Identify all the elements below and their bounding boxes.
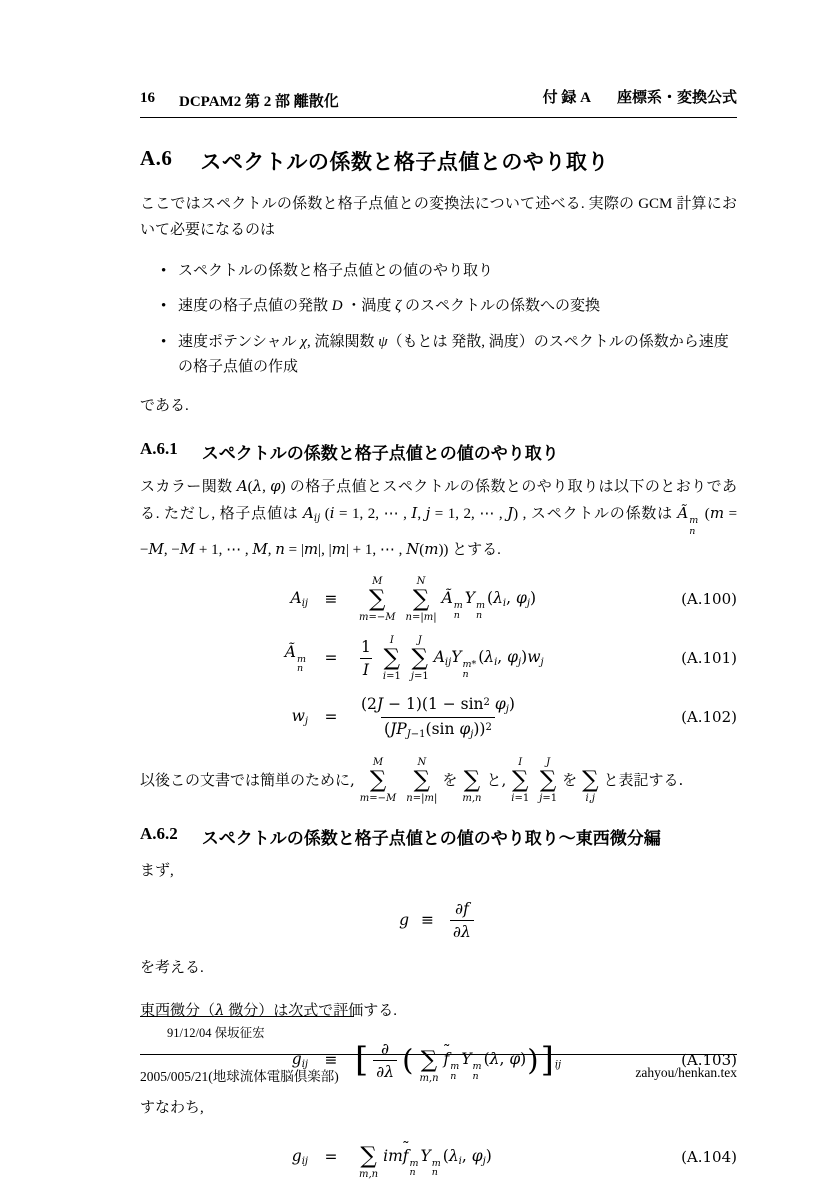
- subsection-heading-a61: [140, 439, 737, 464]
- header-appendix-label: 付 録 A: [542, 90, 591, 106]
- paragraph-intro: ここではスペクトルの係数と格子点値との変換法について述べる. 実際の GCM 計算において必要になるのは: [140, 196, 737, 238]
- paragraph-sunawachi: すなわち,: [140, 1099, 204, 1116]
- paragraph-notation: 以後この文書では簡単のために, M ∑ m=−M N ∑ n=|m| を ∑ m,n と, I ∑ i=1 J ∑ j=1 を ∑ i,j と表記する.: [140, 756, 684, 804]
- page-number: 16: [140, 90, 155, 106]
- footnote-text: 91/12/04 保坂征宏: [167, 1026, 265, 1040]
- equation-lhs: $g_{ij}$: [291, 1146, 308, 1167]
- footer-left-text: 2005/005/21(地球流体電脳倶楽部): [140, 1069, 339, 1084]
- list-item: [178, 330, 737, 381]
- equation-relation: =: [324, 649, 338, 668]
- subsection-title: スペクトルの係数と格子点値との値のやり取り: [201, 444, 559, 464]
- header-left: [140, 90, 339, 111]
- paragraph-a61: スカラー関数 A(λ, φ) の格子点値とスペクトルの係数とのやり取りは以下のとおりである. ただし, 格子点値は $A_{ij}$ (i = 1, 2, ⋯ , I, j = 1, 2, ⋯ , J) , スペクトルの係数は Ã m n (m = −M, −M + 1, ⋯ , M, n = |m|, |m| + 1, ⋯ , N(m)) とする.: [140, 477, 738, 559]
- equation-lhs: $A_{ij}$: [290, 589, 308, 610]
- equation-relation: ≡: [421, 911, 435, 930]
- equation-g: [140, 899, 737, 942]
- bullet-list: [140, 259, 737, 381]
- equation-relation: =: [324, 1147, 338, 1166]
- footnote-rule: [140, 1016, 354, 1017]
- list-item: [178, 294, 737, 320]
- equation-lhs: Ã m n: [284, 642, 306, 675]
- bullet-icon: [161, 259, 166, 285]
- equation-rhs: $\frac{(2J - 1)(1 - \sin^2 \varphi_j)}{(JP_{J-1}(\sin \varphi_j))^2}$: [361, 694, 515, 740]
- bullet-icon: [161, 330, 166, 356]
- header-left-title: DCPAM2 第 2 部 離散化: [179, 94, 339, 110]
- equation-rhs: $\frac{1}{I}$ I ∑ i=1 J ∑ j=1 $A_{ij}Y$ m* n ($\lambda_i$, $\varphi_j)w_j$: [361, 634, 544, 682]
- equation-relation: ≡: [324, 590, 338, 609]
- paragraph-kangaeru: を考える.: [140, 960, 204, 977]
- equation-a102: [140, 694, 737, 741]
- section-title: スペクトルの係数と格子点値とのやり取り: [200, 150, 609, 174]
- equation-number: (A.101): [681, 649, 737, 668]
- equation-a101: [140, 635, 737, 682]
- equation-rhs: ∑ m,n imf ˜ m n Y m n ($\lambda_i$, $\varphi_j$): [354, 1133, 737, 1180]
- equation-relation: ≡: [324, 1051, 338, 1070]
- equation-rhs: [ $\frac{\partial}{\partial\lambda}$ ( ∑ m,n f ˜ m n Y m n (λ, $\varphi))]_{ij}$: [354, 1037, 737, 1084]
- equation-number: (A.102): [681, 708, 737, 727]
- equation-relation: =: [324, 708, 338, 727]
- list-item-text: 速度の格子点値の発散 D ・渦度 ζ のスペクトルの係数への変換: [178, 298, 600, 315]
- section-heading-a6: [140, 146, 737, 176]
- header-right: [543, 86, 737, 107]
- subsection-title: スペクトルの係数と格子点値との値のやり取り～東西微分編: [201, 828, 661, 848]
- subsection-number: A.6.1: [140, 439, 178, 459]
- footnote: [140, 1016, 500, 1041]
- paragraph-mazu: まず,: [140, 862, 174, 879]
- footer-right-text: zahyou/henkan.tex: [635, 1065, 737, 1080]
- section-number: A.6: [140, 146, 173, 170]
- equation-a104: [140, 1133, 737, 1180]
- page-footer: [140, 1054, 737, 1085]
- equation-lhs: $g_{ij}$: [291, 1050, 308, 1071]
- equation-lhs: g: [399, 911, 410, 930]
- header-right-title: 座標系・変換公式: [616, 90, 737, 106]
- equation-lhs: $w_j$: [291, 707, 308, 728]
- paragraph-tozai: 東西微分（λ 微分）は次式で評価する.: [140, 1000, 398, 1019]
- paragraph-dearu: である.: [140, 397, 189, 414]
- equation-rhs: M ∑ m=−M N ∑ n=|m| Ã m n Y m n ($\lambda_i$, $\varphi_j$): [359, 575, 537, 623]
- equation-a100: [140, 576, 737, 623]
- list-item-text: スペクトルの係数と格子点値との値のやり取り: [178, 262, 494, 279]
- equation-number: (A.104): [681, 1147, 737, 1166]
- equation-number: (A.100): [681, 590, 737, 609]
- list-item-text: 速度ポテンシャル χ, 流線関数 ψ（もとは 発散, 渦度）のスペクトルの係数から速度の格子点値の作成: [178, 333, 729, 376]
- bullet-icon: [161, 294, 166, 320]
- list-item: [178, 259, 737, 285]
- equation-number: (A.103): [681, 1051, 737, 1070]
- subsection-number: A.6.2: [140, 823, 178, 843]
- subsection-heading-a62: [140, 824, 737, 849]
- page-header: [140, 86, 737, 118]
- equation-rhs: $\frac{\partial f}{\partial\lambda}$: [446, 899, 478, 942]
